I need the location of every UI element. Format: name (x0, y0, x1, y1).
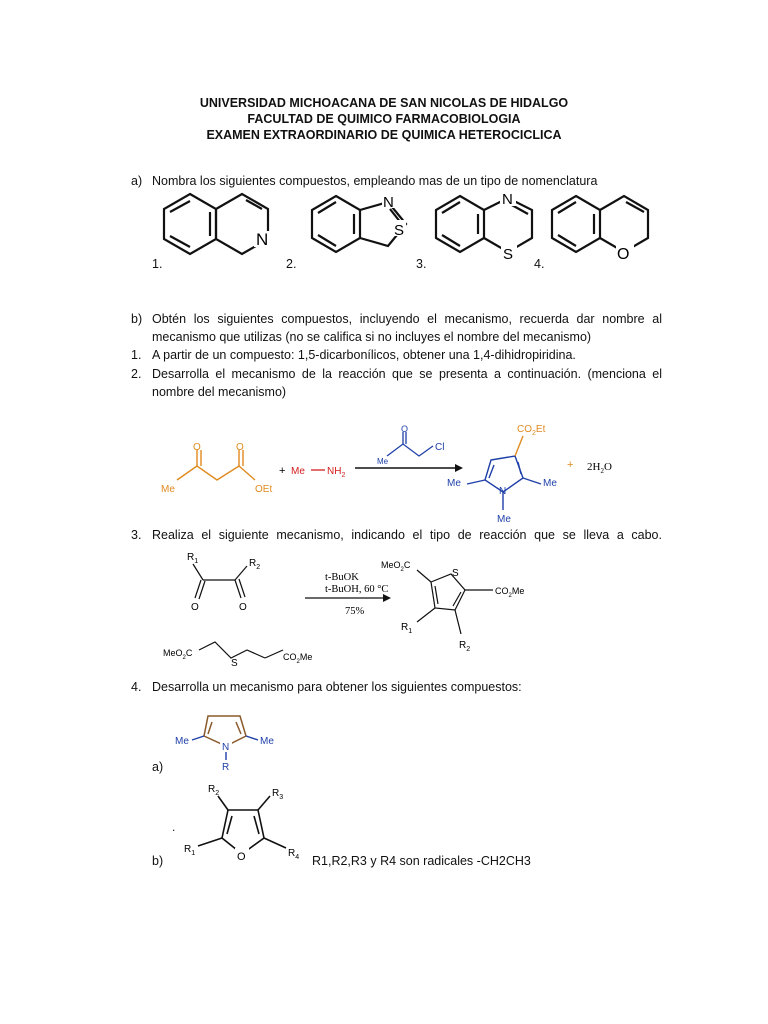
pyrrole-r-label: R (222, 762, 230, 773)
reagent-o-label: O (401, 424, 409, 434)
reaction3-scheme (155, 546, 545, 671)
exam-title: EXAMEN EXTRAORDINARIO DE QUIMICA HETEROCICLICA (206, 128, 562, 142)
pyrrole-n-label: N (499, 486, 507, 497)
furan-structure (176, 776, 306, 868)
r1-label: R (401, 622, 409, 633)
methyl-label: Me (497, 514, 511, 525)
r1-subscript: 1 (191, 850, 196, 857)
ester-co-label: CO (517, 424, 532, 435)
co2me-subscript: 2 (296, 659, 300, 665)
methyl-label: Me (161, 484, 175, 495)
section-b-line2: mecanismo que utilizas (no se califica si no incluyes el nombre del mecanismo) (152, 330, 592, 344)
carbonyl-o-label: O (236, 442, 244, 453)
svg-text:R1 (401, 622, 412, 635)
reagent-cl-label: Cl (435, 442, 445, 453)
section-b-line1: Obtén los siguientes compuestos, incluyendo el mecanismo, recuerda dar nombre al (152, 312, 662, 326)
co2me-subscript: 2 (508, 593, 512, 599)
item4-text: Desarrolla un mecanismo para obtener los siguientes compuestos: (152, 680, 522, 694)
svg-text:R2 (208, 784, 219, 797)
amine-nh-label: NH (327, 466, 342, 477)
r1-subscript: 1 (408, 628, 413, 635)
r2-subscript: 2 (466, 646, 471, 653)
svg-text:R3 (272, 788, 283, 801)
ester-subscript: 2 (532, 430, 536, 437)
section-b-marker: b) (131, 312, 143, 326)
r1-label: R (187, 552, 195, 563)
reaction1-scheme (155, 410, 645, 525)
methyl-label: Me (260, 736, 274, 747)
water-o-label: O (603, 461, 612, 473)
plus-sign: + (279, 465, 286, 477)
r2-label: R (249, 558, 257, 569)
item2-line1: Desarrolla el mecanismo de la reacción que se presenta a continuación. (menciona el (152, 367, 662, 381)
svg-text:R1 (184, 844, 195, 857)
condition-base: t-BuOK (325, 572, 359, 583)
meo2c-subscript: 2 (182, 655, 186, 661)
amine-subscript: 2 (341, 472, 346, 479)
meo2c-label: MeO (163, 648, 183, 658)
stray-dot: . (172, 820, 176, 834)
compound-number: 1. (152, 257, 163, 271)
svg-text:R4 (288, 848, 299, 861)
part-a-label: a) (152, 760, 164, 774)
item-number: 1. (131, 348, 142, 362)
compound-structures (150, 188, 680, 278)
r2-subscript: 2 (215, 790, 220, 797)
atom-o-label: O (617, 246, 630, 263)
compound-number: 4. (534, 257, 545, 271)
item1-text: A partir de un compuesto: 1,5-dicarbonílicos, obtener una 1,4-dihidropiridina. (152, 348, 576, 362)
pyrrole-structure (174, 700, 284, 776)
furan-o-label: O (237, 851, 246, 863)
svg-text:CO2Me (283, 652, 312, 665)
carbonyl-o-label: O (191, 602, 199, 613)
ethoxy-label: OEt (255, 484, 273, 495)
pyrrole-n-label: N (222, 742, 230, 753)
ester-et-label: Et (535, 424, 546, 435)
svg-text:CO2Et (517, 424, 546, 437)
r2-label: R (459, 640, 467, 651)
meo2c-subscript: 2 (400, 567, 404, 573)
compound-number: 3. (416, 257, 427, 271)
yield-label: 75% (345, 606, 365, 617)
reagent-methyl-label: Me (377, 457, 389, 466)
radicals-note: R1,R2,R3 y R4 son radicales -CH2CH3 (312, 854, 531, 868)
svg-text:R2 (459, 640, 470, 653)
r3-label: R (272, 788, 280, 799)
compound-number: 2. (286, 257, 297, 271)
item2-line2: nombre del mecanismo) (152, 385, 287, 399)
sulfur-label: S (452, 568, 459, 579)
r4-subscript: 4 (295, 854, 300, 861)
meo2c-label: MeO (381, 560, 401, 570)
svg-text:R2 (249, 558, 260, 571)
faculty-title: FACULTAD DE QUIMICO FARMACOBIOLOGIA (247, 112, 521, 126)
atom-n-label: N (383, 194, 394, 211)
r2-label: R (208, 784, 216, 795)
university-title: UNIVERSIDAD MICHOACANA DE SAN NICOLAS DE HIDALGO (199, 96, 569, 110)
svg-text:2H2O (587, 461, 612, 475)
plus-sign: + (567, 459, 574, 471)
carbonyl-o-label: O (239, 602, 247, 613)
atom-n-label: N (502, 191, 513, 208)
co2me-label: CO (283, 652, 297, 662)
r1-subscript: 1 (194, 558, 199, 565)
svg-text:NH2 (327, 466, 345, 479)
r2-subscript: 2 (256, 564, 261, 571)
co2me-tail: Me (511, 586, 525, 596)
methyl-label: Me (543, 478, 557, 489)
water-subscript: 2 (600, 467, 604, 475)
r4-label: R (288, 848, 296, 859)
atom-s-label: S (503, 246, 514, 263)
section-a-marker: a) (131, 174, 143, 188)
section-a-text: Nombra los siguientes compuestos, empleando mas de un tipo de nomenclatura (152, 174, 598, 188)
condition-solvent: t-BuOH, 60 °C (325, 584, 389, 595)
item-number: 4. (131, 680, 142, 694)
svg-text:MeO2C (163, 648, 193, 661)
amine-methyl-label: Me (291, 466, 305, 477)
water-h-label: 2H (587, 461, 601, 473)
part-b-label: b) (152, 854, 164, 868)
methyl-label: Me (447, 478, 461, 489)
co2me-label: CO (495, 586, 509, 596)
co2me-tail: Me (299, 652, 313, 662)
item3-text: Realiza el siguiente mecanismo, indicando el tipo de reacción que se lleva a cabo. (152, 528, 662, 542)
methyl-label: Me (175, 736, 189, 747)
svg-text:CO2Me (495, 586, 524, 599)
r3-subscript: 3 (279, 794, 284, 801)
r1-label: R (184, 844, 192, 855)
item-number: 2. (131, 367, 142, 381)
atom-n-label: N (256, 230, 269, 249)
sulfur-label: S (231, 658, 238, 669)
carbonyl-o-label: O (193, 442, 201, 453)
item-number: 3. (131, 528, 142, 542)
svg-text:R1 (187, 552, 198, 565)
atom-s-label: S (394, 222, 405, 239)
svg-text:MeO2C (381, 560, 411, 573)
meo2c-tail: C (185, 648, 193, 658)
meo2c-tail: C (403, 560, 411, 570)
